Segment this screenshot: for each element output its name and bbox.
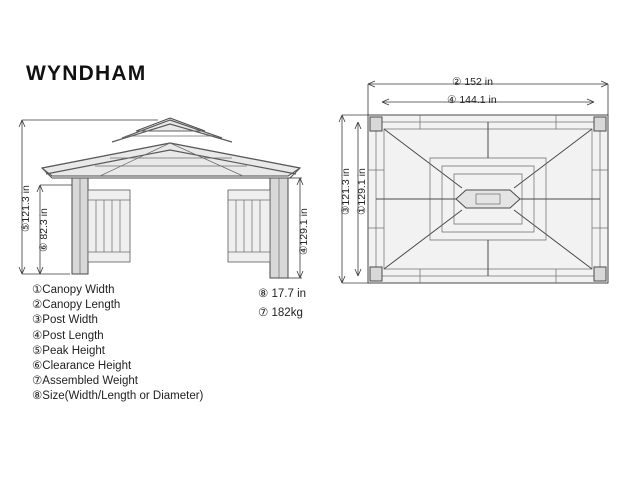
front-post-length-label: ④129.1 in [298,208,310,255]
legend-item-5: ⑤Peak Height [32,344,105,357]
legend-item-8: ⑧Size(Width/Length or Diameter) [32,390,204,403]
legend [32,283,203,405]
legend-item-7: ⑦Assembled Weight [32,375,138,388]
plan-canopy-width-label: ①129.1 in [356,168,368,215]
size-note: ⑧ 17.7 in [258,288,307,300]
legend-item-4: ④Post Length [32,329,104,342]
front-peak-height-label: ⑤121.3 in [20,185,32,232]
weight-note: ⑦ 182kg [258,307,303,319]
front-clearance-height-label: ⑥ 82.3 in [38,208,50,252]
right-notes [258,285,306,323]
plan-post-width-label: ③121.3 in [340,168,352,215]
legend-item-6: ⑥Clearance Height [32,360,132,373]
plan-post-length-label: ④ 144.1 in [447,94,497,106]
plan-canopy-length-label: ② 152 in [452,76,493,88]
page-title: WYNDHAM [26,62,147,85]
front-elevation-drawing [0,0,340,300]
legend-item-2: ②Canopy Length [32,299,121,312]
legend-item-3: ③Post Width [32,314,98,327]
legend-item-1: ①Canopy Width [32,284,115,296]
